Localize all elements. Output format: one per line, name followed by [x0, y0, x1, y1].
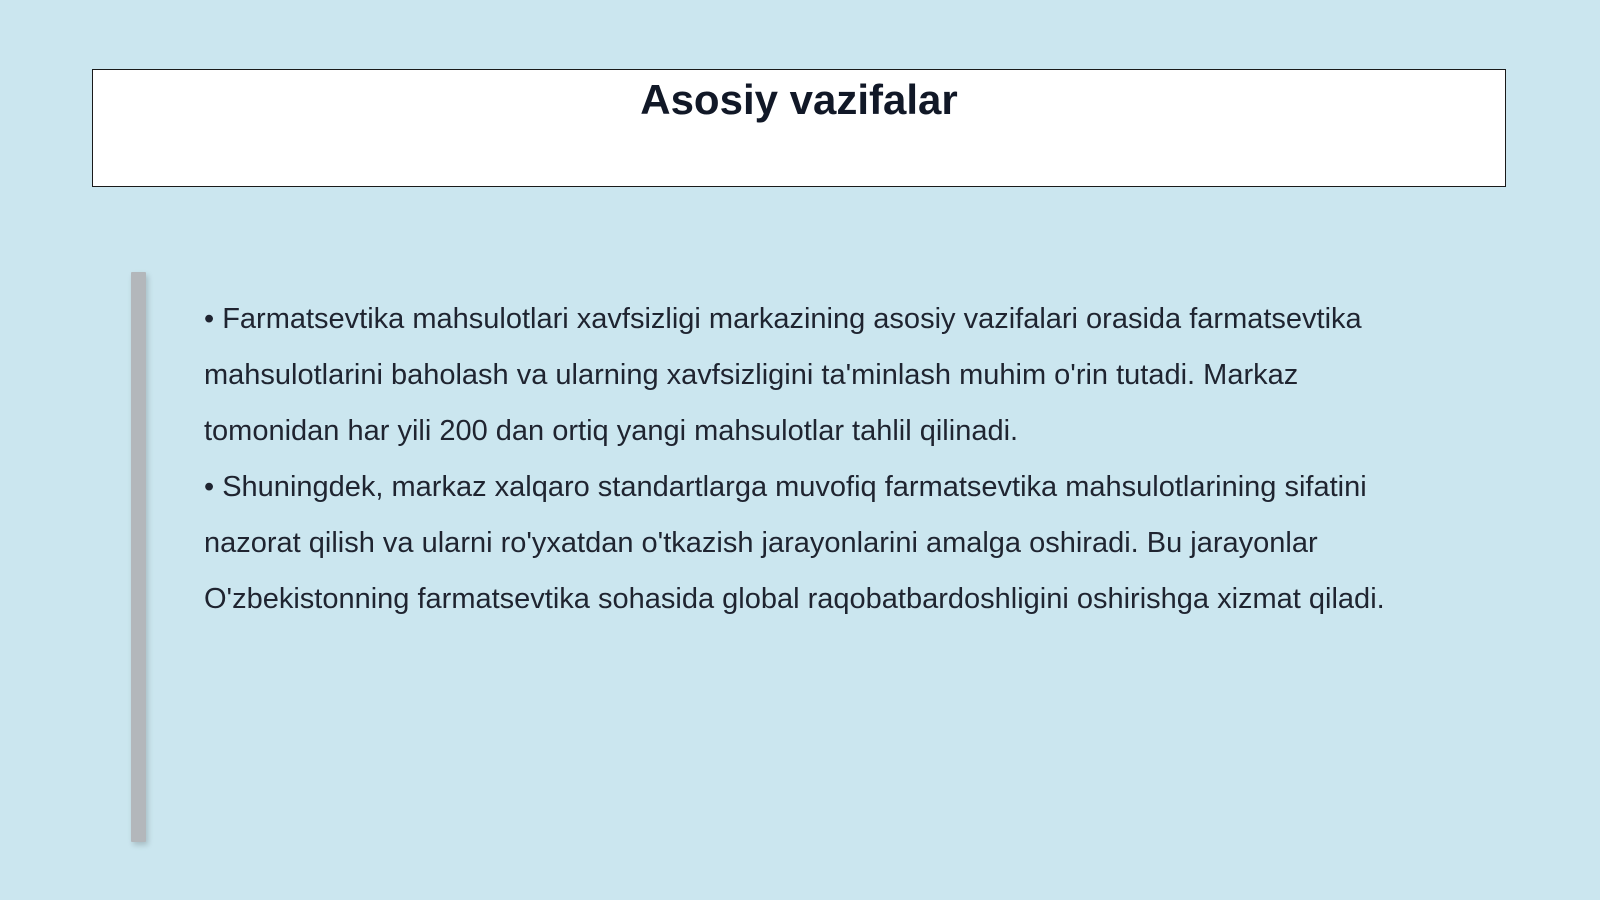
- bullet-paragraph-1: • Farmatsevtika mahsulotlari xavfsizligi markazining asosiy vazifalari orasida farmatsevtika mahsulotlarini baholash va ularning xavfsizligini ta'minlash muhim o'rin tutadi. Markaz tomonidan har yili 200 dan ortiq yangi mahsulotlar tahlil qilinadi.: [204, 303, 1362, 447]
- slide-title: Asosiy vazifalar: [640, 76, 958, 123]
- title-box: [92, 69, 1506, 187]
- accent-bar: [131, 272, 146, 842]
- content-body: [204, 291, 1404, 627]
- bullet-paragraph-2: • Shuningdek, markaz xalqaro standartlarga muvofiq farmatsevtika mahsulotlarining sifatini nazorat qilish va ularni ro'yxatdan o'tkazish jarayonlarini amalga oshiradi. Bu jarayonlar O'zbekistonning farmatsevtika sohasida global raqobatbardoshligini oshirishga xizmat qiladi.: [204, 471, 1385, 615]
